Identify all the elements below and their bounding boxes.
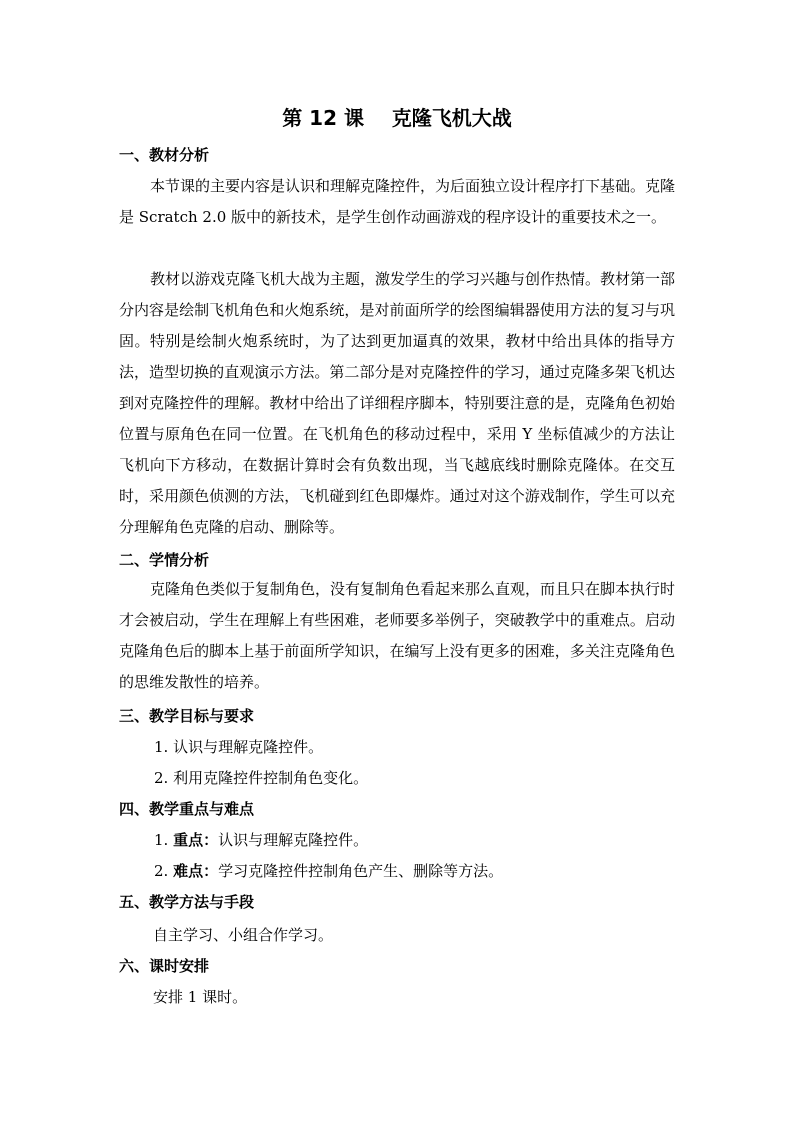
item-number: 2. xyxy=(154,862,169,880)
section-heading-learner-analysis: 二、学情分析 xyxy=(119,551,210,569)
section-heading-objectives: 三、教学目标与要求 xyxy=(119,707,255,725)
item-text: 学习克隆控件控制角色产生、删除等方法。 xyxy=(218,862,504,880)
difficulty-item xyxy=(154,861,503,881)
item-label: 难点： xyxy=(173,862,219,880)
paragraph-textbook-content: 教材以游戏克隆飞机大战为主题，激发学生的学习兴趣与创作热情。教材第一部分内容是绘制飞机角色和火炮系统，是对前面所学的绘图编辑器使用方法的复习与巩固。特别是绘制火炮系统时，为了达到更加逼真的效果，教材中给出具体的指导方法，造型切换的直观演示方法。第二部分是对克隆控件的学习，通过克隆多架飞机达到对克隆控件的理解。教材中给出了详细程序脚本，特别要注意的是，克隆角色初始位置与原角色在同一位置。在飞机角色的移动过程中，采用 Y 坐标值减少的方法让飞机向下方移动，在数据计算时会有负数出现，当飞越底线时删除克隆体。在交互时，采用颜色侦测的方法，飞机碰到红色即爆炸。通过对这个游戏制作，学生可以充分理解角色克隆的启动、删除等。 xyxy=(119,270,676,536)
section-heading-textbook-analysis: 一、教材分析 xyxy=(119,146,210,164)
schedule-text: 安排 1 课时。 xyxy=(153,988,248,1006)
lesson-title: 第 12 课 克隆飞机大战 xyxy=(282,106,512,130)
objective-item-1 xyxy=(154,737,323,757)
item-number: 1. xyxy=(154,831,169,849)
paragraph-textbook-intro: 本节课的主要内容是认识和理解克隆控件，为后面独立设计程序打下基础。克隆是 Scratch 2.0 版中的新技术，是学生创作动画游戏的程序设计的重要技术之一。 xyxy=(119,177,676,226)
item-number: 1. xyxy=(154,738,169,756)
objective-item-2 xyxy=(154,768,368,788)
item-text: 认识与理解克隆控件。 xyxy=(218,831,369,849)
paragraph-learner-analysis: 克隆角色类似于复制角色，没有复制角色看起来那么直观，而且只在脚本执行时才会被启动，学生在理解上有些困难，老师要多举例子，突破教学中的重难点。启动克隆角色后的脚本上基于前面所学知识，在编写上没有更多的困难，多关注克隆角色的思维发散性的培养。 xyxy=(119,580,676,691)
item-text: 利用克隆控件控制角色变化。 xyxy=(173,769,369,787)
section-heading-methods: 五、教学方法与手段 xyxy=(119,893,255,911)
section-heading-key-points: 四、教学重点与难点 xyxy=(119,800,255,818)
item-label: 重点： xyxy=(173,831,219,849)
item-text: 认识与理解克隆控件。 xyxy=(173,738,324,756)
section-heading-schedule: 六、课时安排 xyxy=(119,957,210,975)
methods-text: 自主学习、小组合作学习。 xyxy=(153,926,334,944)
key-point-item xyxy=(154,830,368,850)
item-number: 2. xyxy=(154,769,169,787)
